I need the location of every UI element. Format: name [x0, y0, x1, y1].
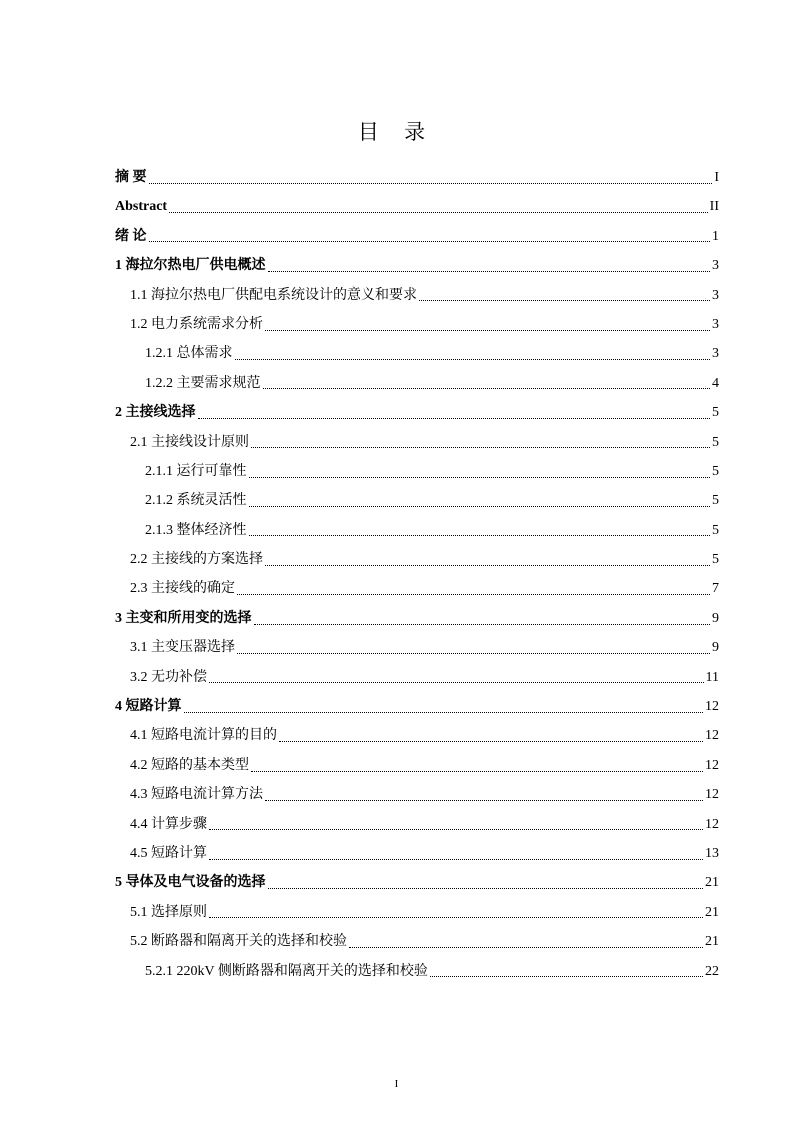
toc-entry-page: 12 — [705, 699, 719, 715]
dot-leader — [169, 211, 708, 213]
dot-leader — [251, 446, 710, 448]
toc-entry-label: 4.1 短路电流计算的目的 — [130, 728, 277, 744]
toc-entry[interactable] — [115, 428, 719, 457]
dot-leader — [237, 652, 710, 654]
toc-entry-page: 12 — [705, 787, 719, 803]
dot-leader — [279, 740, 703, 742]
toc-entry-label: 2.2 主接线的方案选择 — [130, 552, 263, 568]
toc-entry-page: 5 — [712, 463, 719, 479]
toc-entry[interactable] — [115, 780, 719, 809]
toc-entry-label: 1 海拉尔热电厂供电概述 — [115, 258, 266, 274]
toc-entry-page: 12 — [705, 728, 719, 744]
dot-leader — [265, 799, 703, 801]
toc-entry[interactable] — [115, 192, 719, 221]
dot-leader — [251, 770, 703, 772]
toc-entry-label: 4 短路计算 — [115, 699, 182, 715]
toc-entry[interactable] — [115, 398, 719, 427]
toc-entry-page: 22 — [705, 963, 719, 979]
toc-entry[interactable] — [115, 839, 719, 868]
toc-entry-page: 9 — [712, 640, 719, 656]
toc-entry[interactable] — [115, 604, 719, 633]
toc-entry-label: 摘 要 — [115, 170, 147, 185]
toc-entry-page: 5 — [712, 405, 719, 421]
toc-entry-label: 5.2 断路器和隔离开关的选择和校验 — [130, 934, 347, 950]
toc-entry-page: 21 — [705, 875, 719, 891]
toc-entry-label: 3.1 主变压器选择 — [130, 640, 235, 656]
dot-leader — [263, 387, 711, 389]
toc-entry[interactable] — [115, 633, 719, 662]
toc-entry-label: 2.3 主接线的确定 — [130, 581, 235, 597]
dot-leader — [268, 887, 704, 889]
toc-entry-page: 1 — [712, 228, 719, 244]
toc-entry[interactable] — [115, 898, 719, 927]
toc-entry-page: 5 — [712, 434, 719, 450]
toc-entry-label: 4.4 计算步骤 — [130, 816, 207, 832]
page-title: 目 录 — [357, 120, 436, 144]
page-number: I — [394, 1078, 399, 1090]
toc-entry-label: 2.1.2 系统灵活性 — [145, 493, 247, 509]
toc-entry-page: 3 — [712, 258, 719, 274]
toc-entry-page: 12 — [705, 816, 719, 832]
toc-entry-label: 3 主变和所用变的选择 — [115, 610, 252, 626]
dot-leader — [268, 270, 711, 272]
dot-leader — [430, 975, 703, 977]
toc-entry[interactable] — [115, 486, 719, 515]
toc-entry[interactable] — [115, 574, 719, 603]
toc-entry[interactable] — [115, 751, 719, 780]
dot-leader — [254, 623, 711, 625]
toc-entry[interactable] — [115, 281, 719, 310]
toc-entry-page: 4 — [712, 375, 719, 391]
toc-entry[interactable] — [115, 957, 719, 986]
toc-entry[interactable] — [115, 251, 719, 280]
toc-entry-page: 21 — [705, 904, 719, 920]
dot-leader — [235, 358, 711, 360]
toc-entry[interactable] — [115, 163, 719, 192]
toc-entry[interactable] — [115, 516, 719, 545]
toc-entry[interactable] — [115, 721, 719, 750]
toc-entry[interactable] — [115, 663, 719, 692]
toc-entry-page: 5 — [712, 493, 719, 509]
toc-entry-page: 3 — [712, 316, 719, 332]
toc-entry-label: 1.2.1 总体需求 — [145, 346, 233, 362]
dot-leader — [149, 182, 713, 184]
dot-leader — [209, 858, 703, 860]
toc-entry-page: 5 — [712, 552, 719, 568]
toc-entry[interactable] — [115, 927, 719, 956]
toc-entry[interactable] — [115, 692, 719, 721]
toc-entry-page: 3 — [712, 287, 719, 303]
toc-entry-page: 3 — [712, 346, 719, 362]
dot-leader — [198, 417, 711, 419]
toc-entry-label: 5.1 选择原则 — [130, 904, 207, 920]
dot-leader — [209, 828, 703, 830]
dot-leader — [209, 681, 704, 683]
toc-entry-label: 2.1.3 整体经济性 — [145, 522, 247, 538]
toc-entry[interactable] — [115, 457, 719, 486]
toc-entry[interactable] — [115, 339, 719, 368]
toc-entry-page: II — [709, 199, 719, 215]
dot-leader — [249, 534, 711, 536]
toc-entry[interactable] — [115, 810, 719, 839]
dot-leader — [237, 593, 710, 595]
toc-entry[interactable] — [115, 369, 719, 398]
toc-entry-page: I — [714, 170, 719, 185]
dot-leader — [149, 240, 711, 242]
toc-entry-label: Abstract — [115, 199, 168, 215]
dot-leader — [184, 711, 704, 713]
table-of-contents — [115, 163, 719, 986]
toc-entry-page: 7 — [712, 581, 719, 597]
toc-entry-label: 绪 论 — [115, 228, 147, 244]
dot-leader — [349, 946, 703, 948]
dot-leader — [249, 505, 711, 507]
toc-entry[interactable] — [115, 545, 719, 574]
toc-entry-label: 2.1.1 运行可靠性 — [145, 463, 247, 479]
dot-leader — [265, 564, 710, 566]
toc-entry-label: 1.1 海拉尔热电厂供配电系统设计的意义和要求 — [130, 287, 417, 303]
toc-entry-page: 13 — [705, 845, 719, 861]
toc-entry-page: 5 — [712, 522, 719, 538]
toc-entry-page: 9 — [712, 610, 719, 626]
dot-leader — [265, 329, 710, 331]
toc-entry-label: 1.2.2 主要需求规范 — [145, 375, 261, 391]
dot-leader — [419, 299, 710, 301]
toc-entry-page: 21 — [705, 934, 719, 950]
toc-entry-label: 4.3 短路电流计算方法 — [130, 787, 263, 803]
toc-entry-label: 1.2 电力系统需求分析 — [130, 316, 263, 332]
toc-entry-label: 2.1 主接线设计原则 — [130, 434, 249, 450]
toc-entry-page: 12 — [705, 757, 719, 773]
dot-leader — [209, 916, 703, 918]
toc-entry-label: 4.2 短路的基本类型 — [130, 757, 249, 773]
toc-entry-page: 11 — [705, 669, 719, 685]
toc-entry-label: 4.5 短路计算 — [130, 845, 207, 861]
dot-leader — [249, 476, 711, 478]
toc-entry-label: 5 导体及电气设备的选择 — [115, 875, 266, 891]
toc-entry[interactable] — [115, 222, 719, 251]
toc-entry-label: 2 主接线选择 — [115, 405, 196, 421]
toc-entry[interactable] — [115, 310, 719, 339]
toc-entry-label: 5.2.1 220kV 侧断路器和隔离开关的选择和校验 — [145, 963, 428, 979]
toc-entry-label: 3.2 无功补偿 — [130, 669, 207, 685]
toc-entry[interactable] — [115, 868, 719, 897]
